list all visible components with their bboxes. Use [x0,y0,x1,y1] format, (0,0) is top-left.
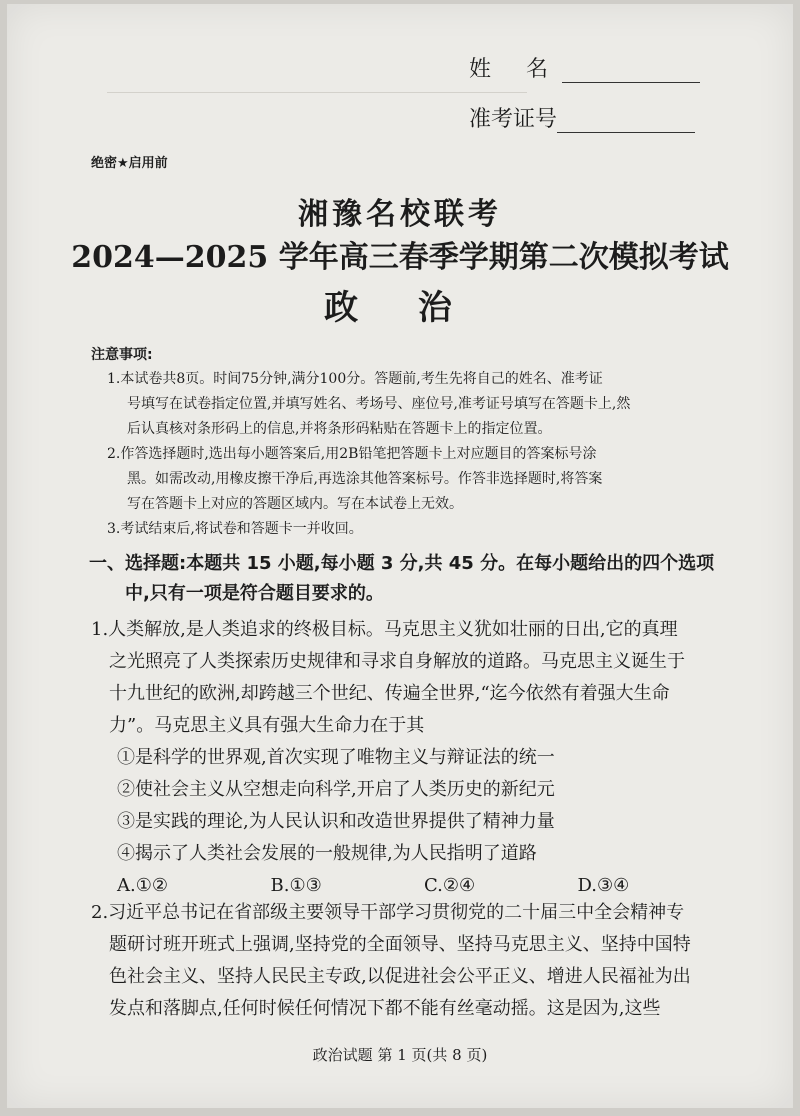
page-footer: 政治试题 第 1 页(共 8 页) [312,1046,488,1064]
notice-line: 2.作答选择题时,选出每小题答案后,用2B铅笔把答题卡上对应题目的答案标号涂 [107,446,597,462]
notice-list [107,367,727,542]
notice-line: 后认真核对条形码上的信息,并将条形码粘贴在答题卡上的指定位置。 [127,421,552,437]
choice-c: C.②④ [424,875,476,896]
notice-line: 黑。如需改动,用橡皮擦干净后,再选涂其他答案标号。作答非选择题时,将答案 [127,471,603,487]
ticket-field [469,102,695,133]
question-2 [91,897,731,1025]
section-heading-line1: 一、选择题:本题共 15 小题,每小题 3 分,共 45 分。在每小题给出的四个选项 [89,553,715,574]
choice-b: B.①③ [270,875,322,896]
name-blank-line [562,62,700,83]
question-2-stem-line: 发点和落脚点,任何时候任何情况下都不能有丝毫动摇。这是因为,这些 [109,998,661,1019]
question-1-stem-line: 之光照亮了人类探索历史规律和寻求自身解放的道路。马克思主义诞生于 [109,651,685,672]
question-2-stem-line: 题研讨班开班式上强调,坚持党的全面领导、坚持马克思主义、坚持中国特 [109,934,691,955]
notice-heading: 注意事项: [91,347,153,363]
question-1-statement: ③是实践的理论,为人民认识和改造世界提供了精神力量 [117,811,555,832]
choice-d: D.③④ [577,875,630,896]
question-1-statement: ②使社会主义从空想走向科学,开启了人类历史的新纪元 [117,779,555,800]
exam-paper [7,4,793,1108]
question-1-statement: ④揭示了人类社会发展的一般规律,为人民指明了道路 [117,843,537,864]
name-label: 姓 名 [469,57,562,82]
question-2-stem-line: 2.习近平总书记在省部级主要领导干部学习贯彻党的二十届三中全会精神专 [91,902,685,923]
question-1-statement: ①是科学的世界观,首次实现了唯物主义与辩证法的统一 [117,747,555,768]
question-1-stem-line: 1.人类解放,是人类追求的终极目标。马克思主义犹如壮丽的日出,它的真理 [91,619,678,640]
choice-a: A.①② [117,875,168,896]
ticket-label: 准考证号 [469,107,558,132]
exam-organizer-title: 湘豫名校联考 [298,197,502,232]
notice-line: 3.考试结束后,将试卷和答题卡一并收回。 [107,521,363,537]
question-1-stem-line: 十九世纪的欧洲,却跨越三个世纪、传遍全世界,“迄今依然有着强大生命 [109,683,670,704]
notice-line: 1.本试卷共8页。时间75分钟,满分100分。答题前,考生先将自己的姓名、准考证 [107,371,603,387]
exam-name-title: 2024—2025 学年高三春季学期第二次模拟考试 [71,240,729,275]
name-field [469,52,700,83]
section-heading-line2: 中,只有一项是符合题目要求的。 [125,583,384,604]
question-1-stem-line: 力”。马克思主义具有强大生命力在于其 [109,715,425,736]
ticket-blank-line [557,112,695,133]
subject-title: 政 治 [324,288,476,328]
question-1 [91,614,731,902]
question-2-stem-line: 色社会主义、坚持人民民主专政,以促进社会公平正义、增进人民福祉为出 [109,966,691,987]
bleed-through-decoration [107,92,527,103]
notice-line: 写在答题卡上对应的答题区域内。写在本试卷上无效。 [127,496,463,512]
section-heading [89,549,729,609]
confidential-mark: 绝密★启用前 [91,156,168,171]
notice-line: 号填写在试卷指定位置,并填写姓名、考场号、座位号,准考证号填写在答题卡上,然 [127,396,631,412]
